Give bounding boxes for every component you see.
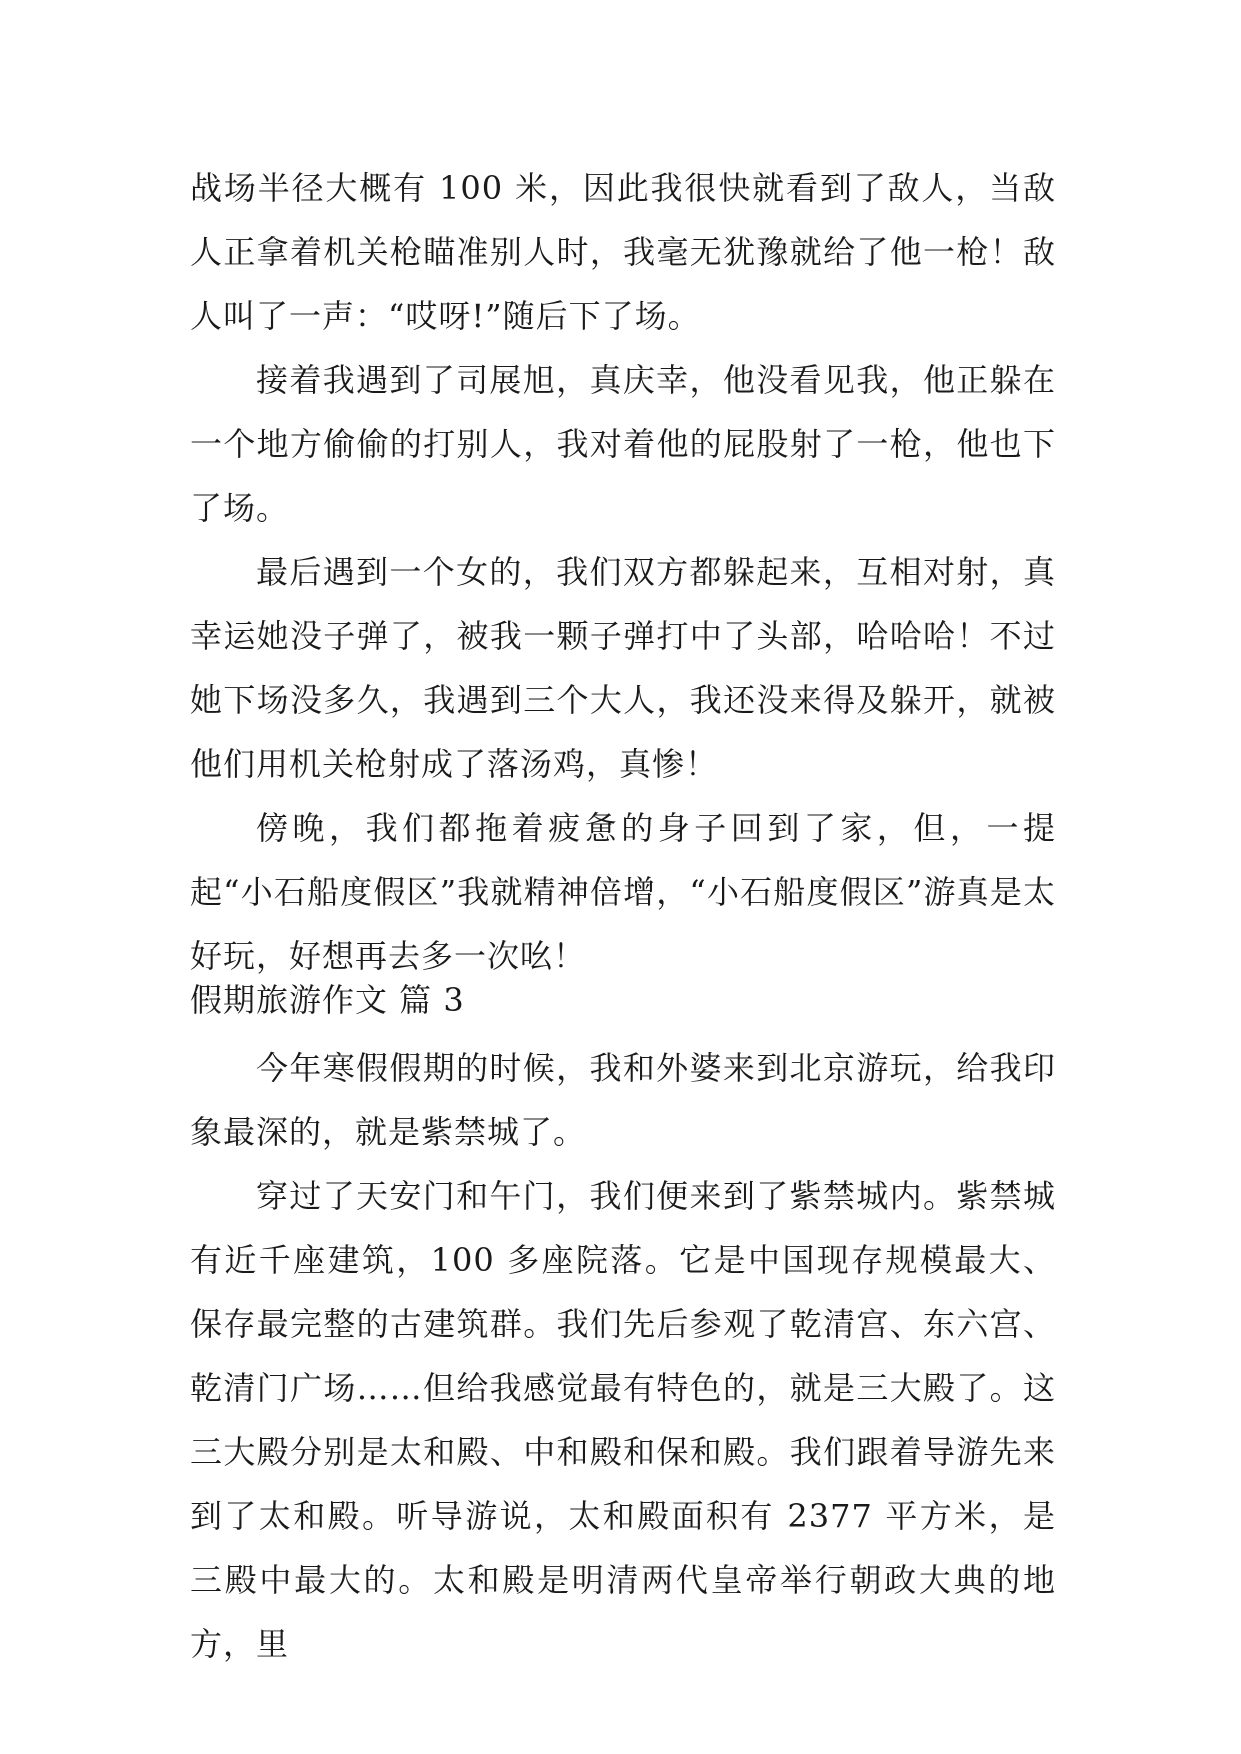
paragraph-final-battle: 最后遇到一个女的，我们双方都躲起来，互相对射，真幸运她没子弹了，被我一颗子弹打中了头部，哈哈哈！不过她下场没多久，我遇到三个大人，我还没来得及躲开，就被他们用机关枪射成了落汤鸡，真惨！ <box>190 553 1056 783</box>
paragraph-forbidden-city: 穿过了天安门和午门，我们便来到了紫禁城内。紫禁城有近千座建筑，100 多座院落。它是中国现存规模最大、保存最完整的古建筑群。我们先后参观了乾清宫、东六宫、乾清门广场……但给我感觉最有特色的，就是三大殿了。这三大殿分别是太和殿、中和殿和保和殿。我们跟着导游先来到了太和殿。听导游说，太和殿面积有 2377 平方米，是三殿中最大的。太和殿是明清两代皇帝举行朝政大典的地方，里 <box>190 1177 1056 1663</box>
paragraph-winter-trip: 今年寒假假期的时候，我和外婆来到北京游玩，给我印象最深的，就是紫禁城了。 <box>190 1049 1056 1151</box>
paragraph-evening: 傍晚，我们都拖着疲惫的身子回到了家，但，一提起“小石船度假区”我就精神倍增，“小石船度假区”游真是太好玩，好想再去多一次吆！ <box>190 809 1056 975</box>
essay-part-2-body <box>190 156 1056 988</box>
section-title: 假期旅游作文 篇 3 <box>190 981 465 1019</box>
paragraph-si-zhanxu: 接着我遇到了司展旭，真庆幸，他没看见我，他正躲在一个地方偷偷的打别人，我对着他的屁股射了一枪，他也下了场。 <box>190 361 1056 527</box>
essay-part-3-body <box>190 1036 1056 1676</box>
paragraph-battlefield: 战场半径大概有 100 米，因此我很快就看到了敌人，当敌人正拿着机关枪瞄准别人时，我毫无犹豫就给了他一枪！敌人叫了一声：“哎呀!”随后下了场。 <box>190 169 1056 335</box>
